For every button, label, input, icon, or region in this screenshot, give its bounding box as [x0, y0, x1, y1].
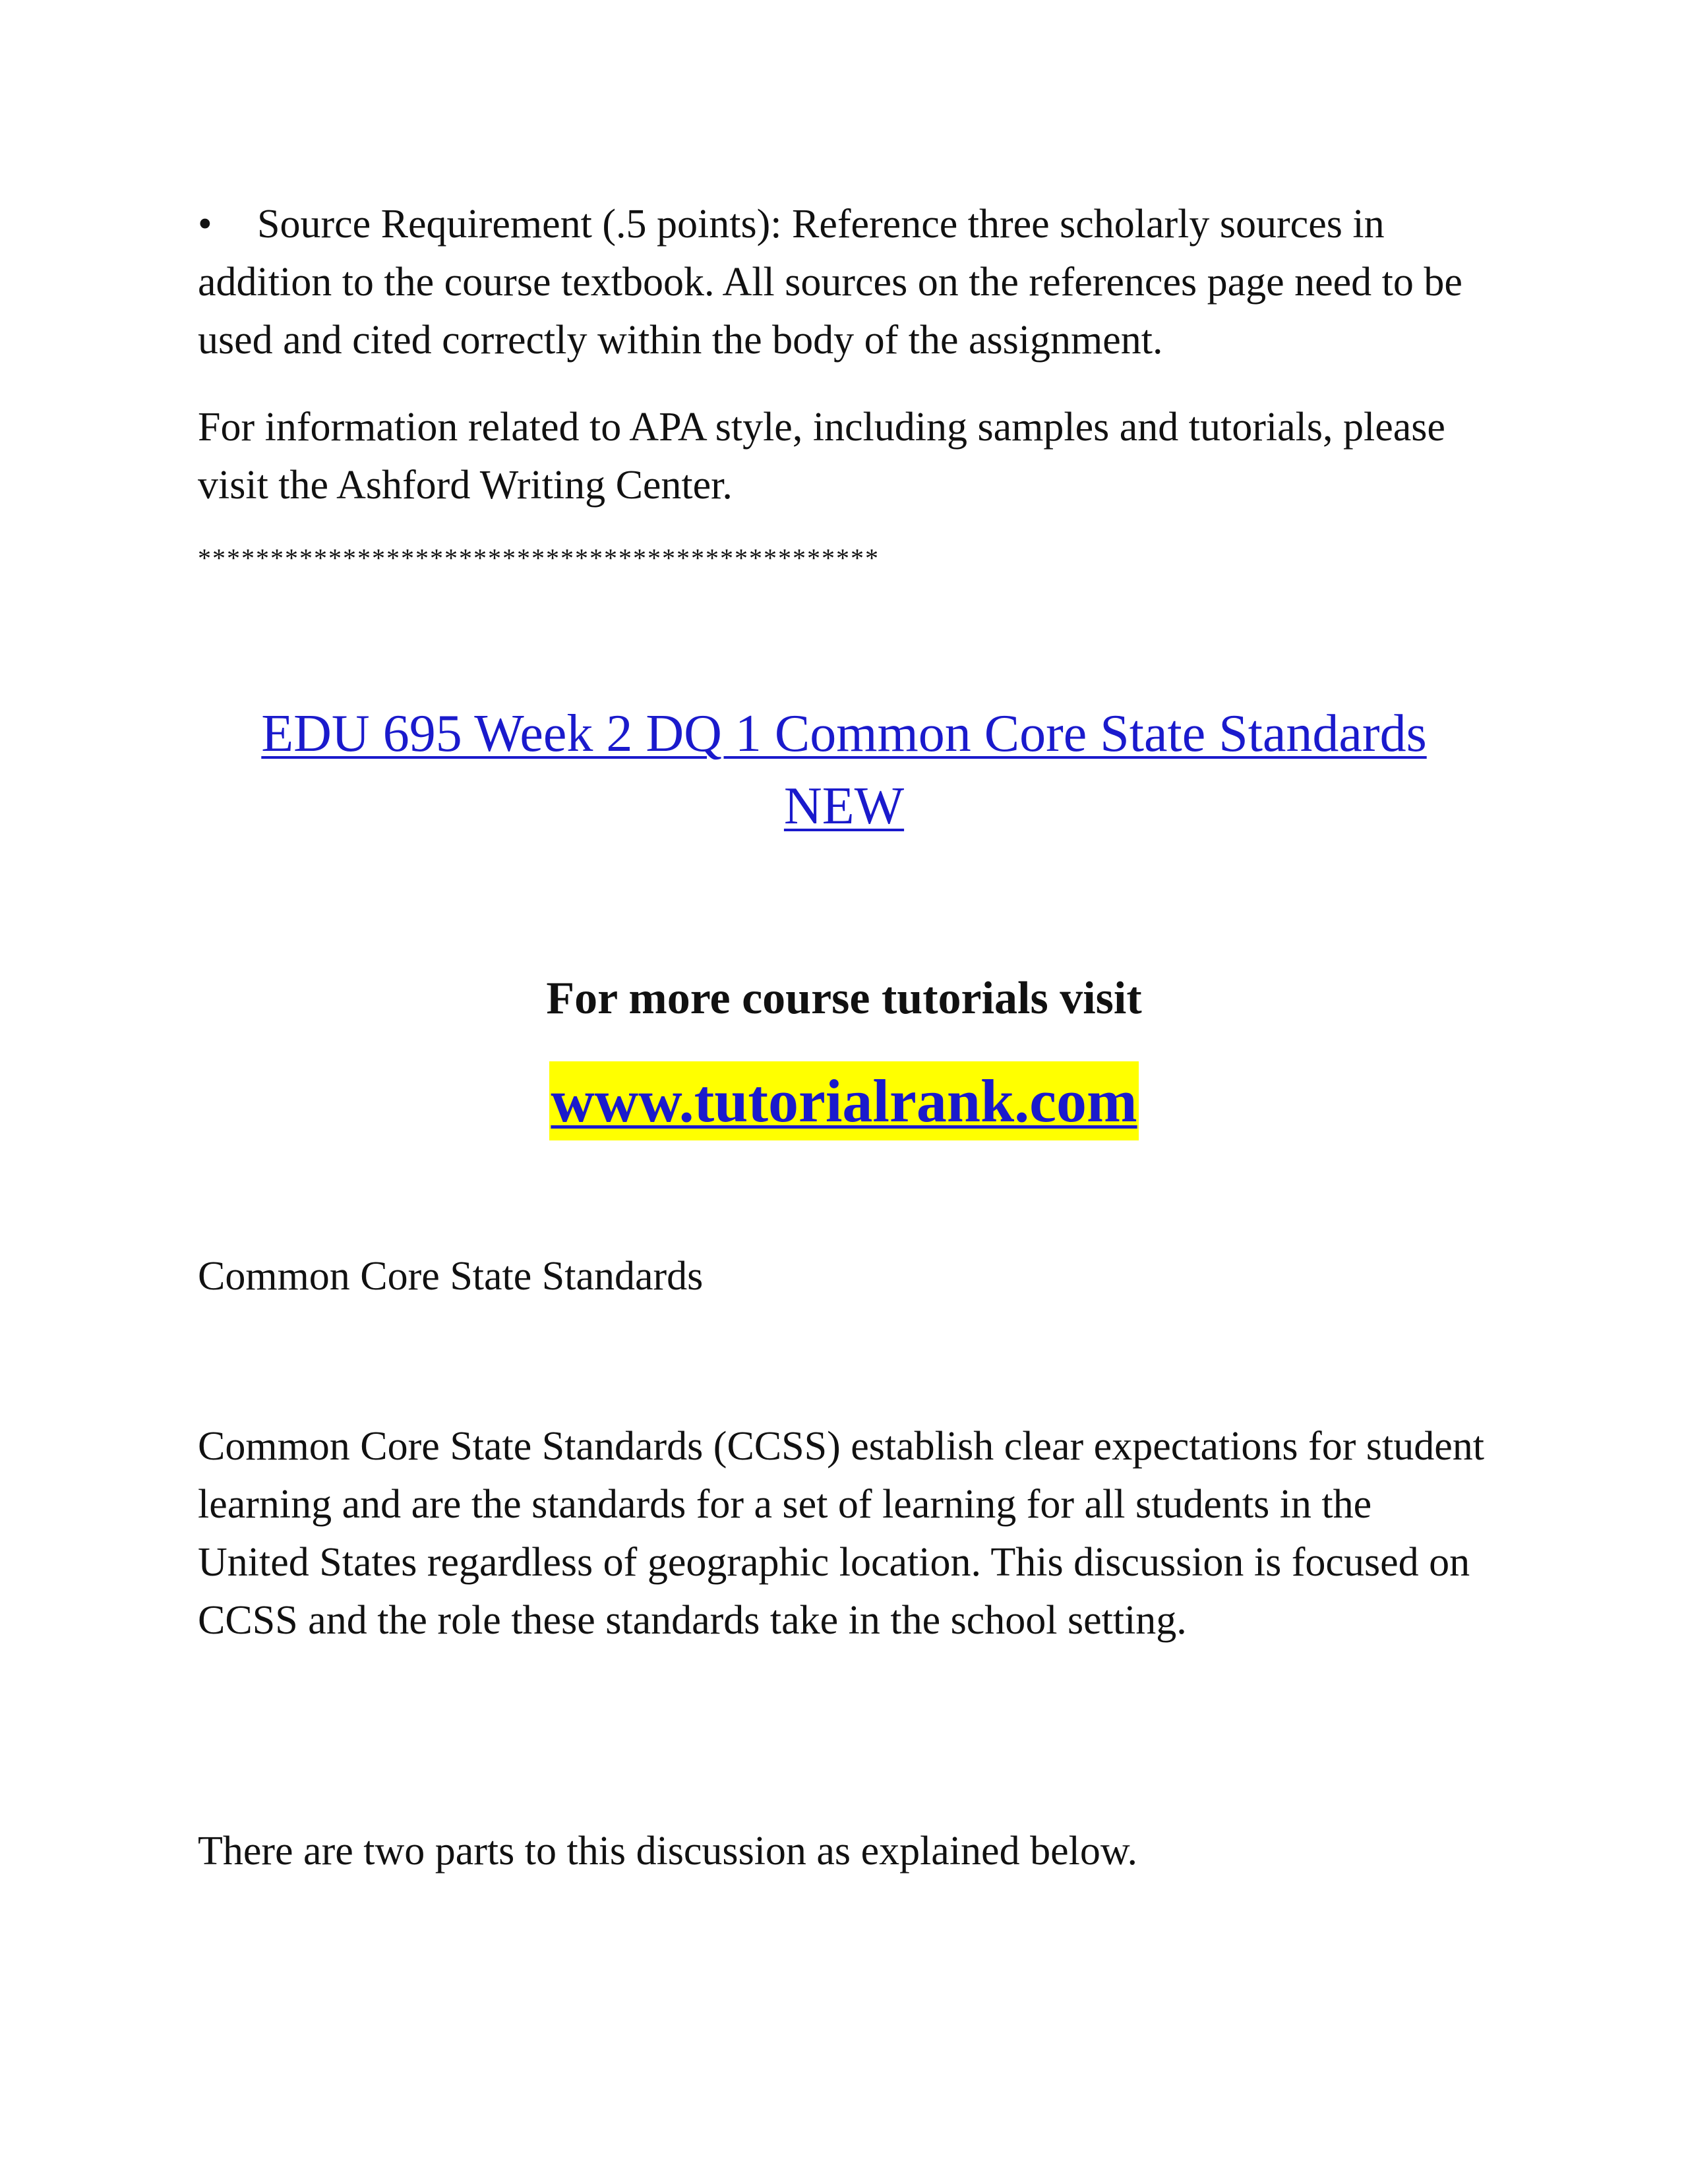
- bullet-glyph: •: [198, 202, 212, 247]
- separator-line: ***********************************************: [198, 543, 880, 573]
- promo-link-container: [0, 1061, 1688, 1140]
- promo-website-link[interactable]: www.tutorialrank.com: [549, 1061, 1138, 1140]
- parts-paragraph: There are two parts to this discussion as explained below.: [198, 1829, 1138, 1874]
- promo-heading: For more course tutorials visit: [546, 973, 1142, 1024]
- source-requirement-text: Source Requirement (.5 points): Reference three scholarly sources in addition to the course textbook. All sources on the references page need to be used and cited correctly within the body of the assignment.: [198, 202, 1462, 363]
- course-title-line-2[interactable]: NEW: [783, 777, 905, 835]
- course-title-line-1[interactable]: EDU 695 Week 2 DQ 1 Common Core State Standards: [261, 705, 1427, 763]
- course-title-link[interactable]: [0, 697, 1688, 842]
- ccss-paragraph: Common Core State Standards (CCSS) establish clear expectations for student learning and are the standards for a set of learning for all students in the United States regardless of geographic location. This discussion is focused on CCSS and the role these standards take in the school setting.: [198, 1424, 1484, 1643]
- apa-info-paragraph: For information related to APA style, including samples and tutorials, please visit the Ashford Writing Center.: [198, 405, 1445, 508]
- source-requirement-item: [198, 195, 1490, 369]
- section-title: Common Core State Standards: [198, 1254, 704, 1299]
